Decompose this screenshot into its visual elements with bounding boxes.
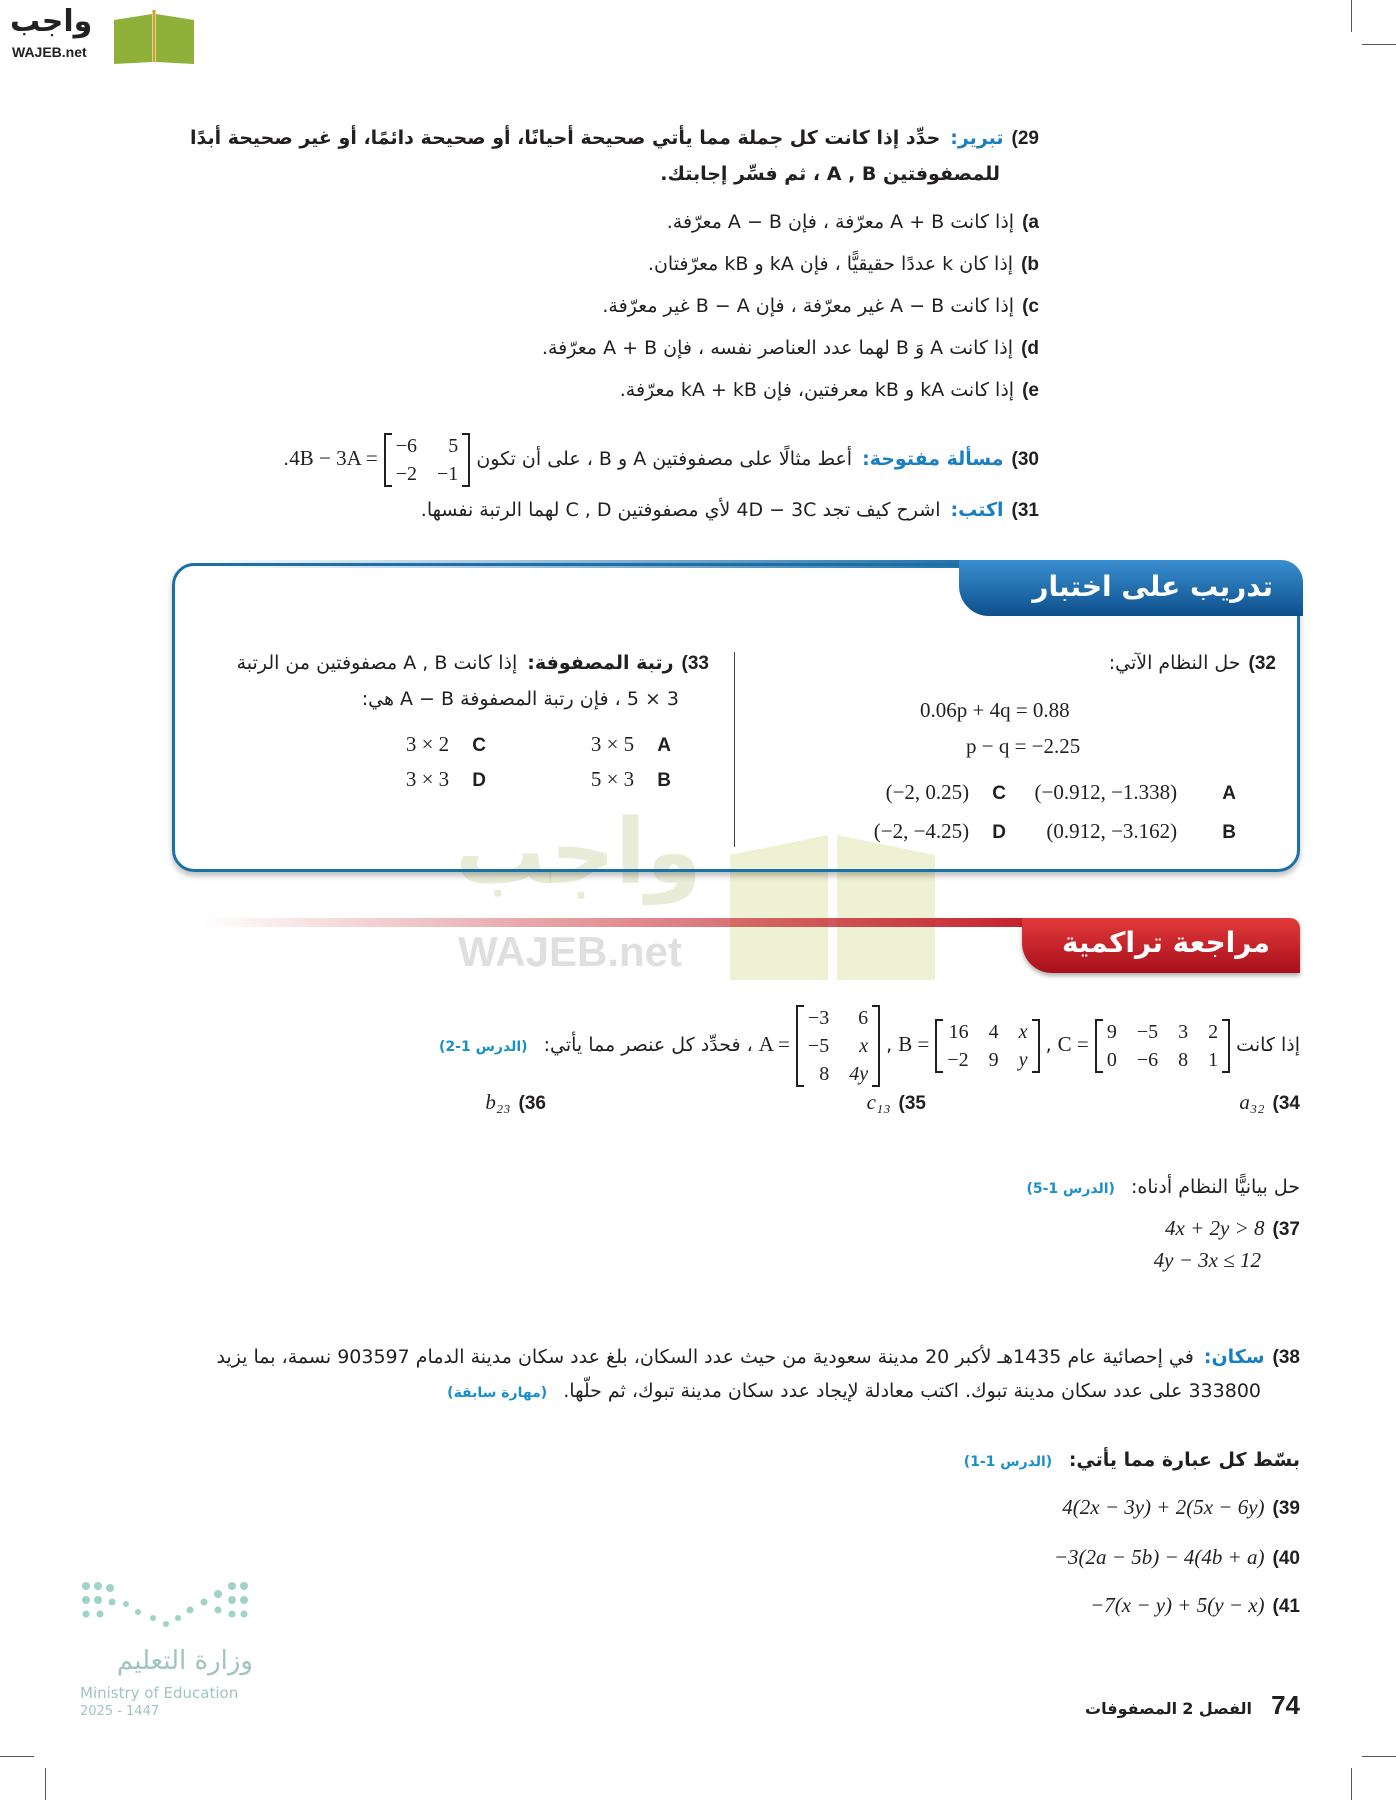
matrix-cell: −2 — [395, 462, 417, 485]
question-expression: b₂₃ — [485, 1090, 511, 1114]
question-number: 31) — [1011, 500, 1039, 521]
question-text: في إحصائية عام 1435هـ لأكبر 20 مدينة سعودية من حيث عدد السكان، بلغ عدد سكان مدينة الدمام 903597 نسمة، بما يزيد — [216, 1346, 1194, 1368]
item-label: a) — [1022, 212, 1039, 233]
item-label: c) — [1022, 296, 1039, 317]
item-text: إذا كان k عددًا حقيقيًّا ، فإن kA و kB معرّفتان. — [647, 253, 1014, 275]
ministry-logo — [78, 1578, 253, 1728]
test-practice-title: تدريب على اختبار — [959, 560, 1303, 616]
option-value: (0.912, −3.162) — [1046, 819, 1178, 843]
question-number: 30) — [1011, 449, 1039, 470]
expression: 4B − 3A = — [289, 446, 378, 470]
question-expression: a₃₂ — [1239, 1090, 1265, 1114]
inequality: 4y − 3x ≤ 12 — [1153, 1248, 1261, 1272]
matrix-label: C = — [1057, 1032, 1089, 1056]
chapter-label: الفصل 2 — [1182, 1699, 1252, 1718]
page-number: 74 — [1271, 1690, 1300, 1720]
ministry-year: 2025 - 1447 — [80, 1704, 160, 1719]
question-38-line2 — [447, 1374, 1261, 1410]
option-letter: C — [472, 735, 486, 756]
question-text: 333800 على عدد سكان مدينة تبوك. اكتب معادلة لإيجاد عدد سكان مدينة تبوك، ثم حلّها. — [563, 1380, 1261, 1402]
ministry-dots-icon — [78, 1578, 253, 1633]
review-line — [200, 918, 1040, 927]
period: . — [283, 448, 290, 470]
matrix-cell: −2 — [947, 1048, 969, 1071]
option-d[interactable] — [776, 819, 1006, 844]
question-36 — [485, 1085, 546, 1121]
ministry-english: Ministry of Education — [80, 1684, 239, 1702]
option-value: (−0.912, −1.338) — [1034, 780, 1178, 804]
question-34 — [1239, 1085, 1300, 1121]
matrix-cell: 8 — [819, 1062, 830, 1085]
option-b[interactable] — [1006, 819, 1236, 844]
matrix-cell: y — [1018, 1048, 1028, 1071]
item-text: إذا كانت A + B معرّفة ، فإن A − B معرّفة. — [666, 211, 1015, 233]
graph-instruction — [1026, 1170, 1300, 1206]
lesson-reference: (الدرس 1-1) — [963, 1454, 1053, 1470]
matrix — [384, 433, 471, 487]
matrix-c — [1095, 1019, 1230, 1073]
question-number: 39) — [1272, 1498, 1300, 1519]
question-keyword: تبرير: — [950, 127, 1004, 149]
question-39 — [1062, 1490, 1300, 1526]
option-d[interactable] — [301, 767, 486, 792]
logo-latin: WAJEB.net — [12, 44, 87, 60]
instruction-text: بسّط كل عبارة مما يأتي: — [1068, 1449, 1300, 1471]
logo-arabic: واجب — [10, 4, 93, 39]
ministry-arabic: وزارة التعليم — [116, 1646, 253, 1676]
crop-mark — [1362, 1756, 1396, 1757]
question-number: 35) — [898, 1093, 926, 1114]
wajeb-logo — [10, 4, 195, 66]
option-letter: D — [992, 822, 1006, 843]
matrix-cell: 9 — [988, 1048, 999, 1071]
matrix-cell: −1 — [437, 462, 459, 485]
item-label: d) — [1021, 338, 1039, 359]
crop-mark — [1351, 0, 1352, 32]
question-31 — [421, 493, 1039, 528]
matrix-cell: 4y — [849, 1062, 869, 1085]
item-label: e) — [1022, 380, 1039, 401]
question-number: 41) — [1272, 1596, 1300, 1617]
matrix-cell: −6 — [395, 434, 417, 457]
option-value: 5 × 3 — [590, 767, 635, 791]
watermark-arabic: واجب — [455, 800, 702, 905]
list-item — [542, 373, 1039, 415]
question-33 — [237, 646, 709, 681]
option-c[interactable] — [301, 732, 486, 757]
list-item — [542, 289, 1039, 331]
matrix-cell: −5 — [1136, 1020, 1159, 1043]
list-item — [542, 331, 1039, 373]
option-a[interactable] — [486, 732, 671, 757]
question-text: إذا كانت A , B مصفوفتين من الرتبة — [236, 652, 518, 674]
crop-mark — [1362, 44, 1396, 45]
matrix-cell: 9 — [1106, 1020, 1117, 1043]
matrix-cell: 4 — [988, 1020, 999, 1043]
option-letter: A — [1222, 783, 1236, 804]
crop-mark — [0, 1756, 34, 1757]
equation: 0.06p + 4q = 0.88 — [920, 698, 1070, 722]
item-text: إذا كانت A وَ B لهما عدد العناصر نفسه ، فإن A + B معرّفة. — [541, 337, 1014, 359]
matrix-cell: −3 — [807, 1006, 830, 1029]
matrix-cell: x — [1018, 1020, 1028, 1043]
question-text: اشرح كيف تجد 4D − 3C لأي مصفوفتين C , D لهما الرتبة نفسها. — [420, 499, 941, 521]
crop-mark — [45, 1768, 46, 1800]
intro-text: إذا كانت — [1236, 1034, 1300, 1056]
matrix-cell: −6 — [1136, 1048, 1159, 1071]
lesson-reference: (الدرس 1-2) — [439, 1039, 528, 1055]
question-text: حل النظام الآتي: — [1108, 652, 1241, 674]
question-keyword: مسألة مفتوحة: — [862, 448, 1004, 470]
crop-mark — [1351, 1768, 1352, 1800]
matrix-cell: x — [859, 1034, 869, 1057]
matrix-cell: 2 — [1208, 1020, 1219, 1043]
q32-options — [766, 780, 1236, 844]
question-keyword: اكتب: — [950, 499, 1004, 521]
question-text: حدِّد إذا كانت كل جملة مما يأتي صحيحة أحيانًا، أو صحيحة دائمًا، أو غير صحيحة أبدًا — [189, 127, 941, 149]
watermark-latin: WAJEB.net — [458, 928, 683, 975]
question-29 — [190, 121, 1039, 156]
question-number: 32) — [1248, 653, 1276, 674]
option-c[interactable] — [776, 780, 1006, 805]
item-text: إذا كانت kA و kB معرفتين، فإن kA + kB معرّفة. — [619, 379, 1015, 401]
expression: 4(2x − 3y) + 2(5x − 6y) — [1062, 1495, 1265, 1519]
option-value: 3 × 5 — [590, 732, 635, 756]
list-item — [542, 247, 1039, 289]
option-letter: B — [657, 770, 671, 791]
lesson-reference: (الدرس 1-5) — [1026, 1181, 1115, 1197]
matrix-a — [796, 1005, 880, 1087]
item-label: b) — [1021, 254, 1039, 275]
review-matrices: إذا كانت 9 −5 3 2 0 −6 8 1 C = , 16 4 x −2 9 y B = , −3 6 −5 x 8 4y A = ، فحدِّد كل عنصر مما يأتي: (الدرس 1-2) — [439, 1006, 1300, 1085]
option-letter: D — [472, 770, 486, 791]
instruction-text: حل بيانيًّا النظام أدناه: — [1131, 1176, 1300, 1198]
q29-items — [542, 205, 1039, 415]
question-keyword: سكان: — [1203, 1346, 1265, 1368]
question-30 — [283, 428, 1039, 490]
matrix-cell: 6 — [858, 1006, 869, 1029]
matrix-cell: 1 — [1208, 1048, 1219, 1071]
question-41 — [1090, 1588, 1300, 1624]
question-number: 36) — [518, 1093, 546, 1114]
question-keyword: رتبة المصفوفة: — [527, 652, 674, 674]
question-number: 38) — [1272, 1347, 1300, 1368]
chapter-title: المصفوفات — [1085, 1699, 1178, 1718]
option-value: 3 × 2 — [405, 732, 450, 756]
page-footer — [1085, 1690, 1300, 1721]
question-text-line2: 3 × 5 ، فإن رتبة المصفوفة A − B هي: — [361, 688, 679, 710]
question-text: أعط مثالًا على مصفوفتين A و B ، على أن تكون — [476, 448, 853, 470]
item-text: إذا كانت A − B غير معرّفة ، فإن B − A غير معرّفة. — [602, 295, 1015, 317]
matrix-b — [935, 1019, 1039, 1073]
review-title: مراجعة تراكمية — [1022, 918, 1300, 973]
matrix-cell: 16 — [948, 1020, 969, 1043]
matrix-cell: 5 — [448, 434, 459, 457]
simplify-instruction — [964, 1443, 1300, 1479]
skill-reference: (مهارة سابقة) — [447, 1385, 548, 1401]
question-text-line2: للمصفوفتين A , B ، ثم فسِّر إجابتك. — [660, 163, 1000, 185]
question-number: 34) — [1272, 1093, 1300, 1114]
option-value: (−2, 0.25) — [885, 780, 970, 804]
question-40 — [1054, 1540, 1300, 1576]
inequality: 4x + 2y > 8 — [1165, 1216, 1265, 1240]
list-item — [542, 205, 1039, 247]
question-number: 37) — [1272, 1219, 1300, 1240]
matrix-label: B = — [898, 1032, 930, 1056]
instruction-text: ، فحدِّد كل عنصر مما يأتي: — [543, 1034, 753, 1056]
q33-options — [301, 732, 671, 792]
question-32 — [1109, 646, 1276, 681]
question-expression: c₁₃ — [866, 1090, 891, 1114]
matrix-label: A = — [758, 1032, 790, 1056]
matrix-cell: 3 — [1178, 1020, 1189, 1043]
option-b[interactable] — [486, 767, 671, 792]
book-icon — [110, 6, 198, 66]
option-letter: C — [992, 783, 1006, 804]
question-35 — [867, 1085, 926, 1121]
question-number: 33) — [681, 653, 709, 674]
question-38 — [216, 1340, 1300, 1375]
option-a[interactable] — [1006, 780, 1236, 805]
matrix-cell: −5 — [807, 1034, 830, 1057]
question-number: 29) — [1011, 128, 1039, 149]
option-letter: A — [657, 735, 671, 756]
matrix-cell: 8 — [1178, 1048, 1189, 1071]
option-value: (−2, −4.25) — [873, 819, 970, 843]
question-number: 40) — [1272, 1548, 1300, 1569]
option-value: 3 × 3 — [405, 767, 450, 791]
equation: p − q = −2.25 — [966, 734, 1081, 758]
option-letter: B — [1222, 822, 1236, 843]
question-37 — [1165, 1211, 1300, 1247]
matrix-cell: 0 — [1106, 1048, 1117, 1071]
expression: −3(2a − 5b) − 4(4b + a) — [1053, 1545, 1265, 1569]
divider — [734, 652, 735, 847]
expression: −7(x − y) + 5(y − x) — [1090, 1593, 1265, 1617]
